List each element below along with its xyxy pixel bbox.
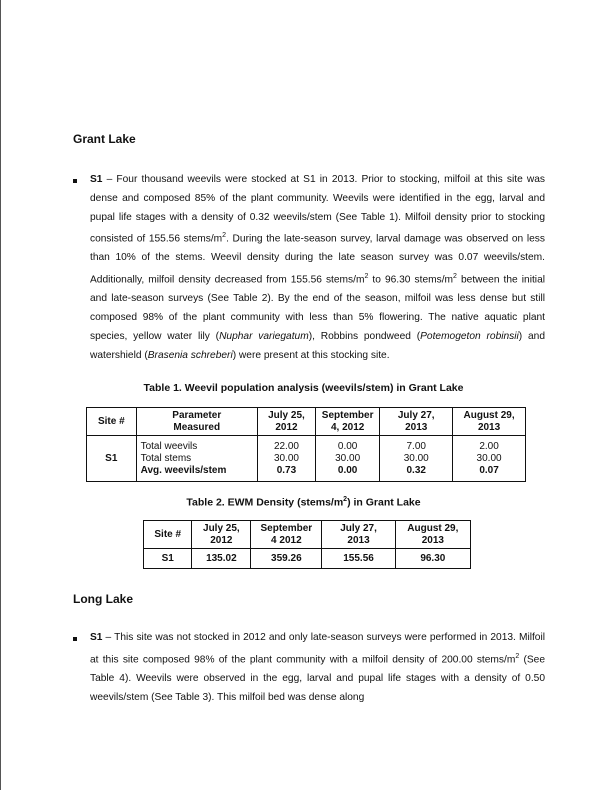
table1-site-cell: S1 [87,436,137,482]
table2-value-cell: 96.30 [395,549,470,569]
table1-header-parameter: Parameter Measured [136,408,257,436]
table2-value-cell: 155.56 [322,549,395,569]
table1-header-col: August 29, 2013 [453,408,526,436]
table-row [144,549,471,569]
table2-header-col: July 25, 2012 [192,521,251,549]
table1-header-site: Site # [87,408,137,436]
species-name: Nuphar variegatum [219,330,309,342]
table2-site-cell: S1 [144,549,192,569]
species-name: Brasenia schreberi [147,349,233,361]
table2-header-col: September 4 2012 [251,521,322,549]
table1-values-cell: 22.00 30.00 0.73 [257,436,315,482]
table1-values-cell: 7.00 30.00 0.32 [380,436,453,482]
table1-header-col: July 25, 2012 [257,408,315,436]
section-heading-long-lake: Long Lake [73,592,134,606]
table2-header-site: Site # [144,521,192,549]
section-heading-grant-lake: Grant Lake [73,132,136,146]
table1-values-cell: 0.00 30.00 0.00 [315,436,379,482]
site-label: S1 [90,632,103,643]
grant-lake-s1-paragraph: S1 – Four thousand weevils were stocked at S1 in 2013. Prior to stocking, milfoil at this site was dense and composed 85% of the plant community. Weevils were identified in the egg, larval and pupal life stages with a density of 0.32 weevils/stem (See Table 1). Milfoil density prior to stocking consisted of 155.56 stems/$m^2$. During the late-season survey, larval damage was observed on less than 10% of the stems. Weevil density during the late season survey was 0.07 weevils/stem. Additionally, milfoil density decreased from 155.56 stems/$m^2$ to 96.30 stems/$m^2$ between the initial and late-season surveys (See Table 2). By the end of the season, milfoil was less dense but still composed 98% of the plant community with less than 5% flowering. The native aquatic plant species, yellow water lily (Nuphar variegatum), Robbins pondweed (Potemogeton robinsii) and watershield (Brasenia schreberi) were present at this stocking site. [90,174,545,361]
table2-value-cell: 135.02 [192,549,251,569]
table2-header-col: July 27, 2013 [322,521,395,549]
table1-weevil-population [86,407,526,482]
site-label: S1 [90,174,103,185]
table2-value-cell: 359.26 [251,549,322,569]
table2-caption: Table 2. EWM Density $(stems/m^2)$ in Grant Lake [186,496,421,509]
bullet-marker [73,179,77,183]
long-lake-s1-paragraph: S1 – This site was not stocked in 2012 and only late-season surveys were performed in 2013. Milfoil at this site composed 98% of the plant community with a milfoil density of 200.00 stems/$m^2$ (See Table 4). Weevils were observed in the egg, larval and pupal life stages with a density of 0.50 weevils/stem (See Table 3). This milfoil bed was dense along [90,632,545,703]
page-left-edge [0,0,1,790]
table1-header-col: September 4, 2012 [315,408,379,436]
bullet-marker [73,637,77,641]
table1-caption: Table 1. Weevil population analysis (weevils/stem) in Grant Lake [143,382,464,394]
species-name: Potemogeton robinsii [420,330,519,342]
table1-params-cell: Total weevils Total stems Avg. weevils/stem [136,436,257,482]
table-row [87,436,526,482]
table1-values-cell: 2.00 30.00 0.07 [453,436,526,482]
table2-header-col: August 29, 2013 [395,521,470,549]
table2-ewm-density [143,520,471,569]
table1-header-col: July 27, 2013 [380,408,453,436]
